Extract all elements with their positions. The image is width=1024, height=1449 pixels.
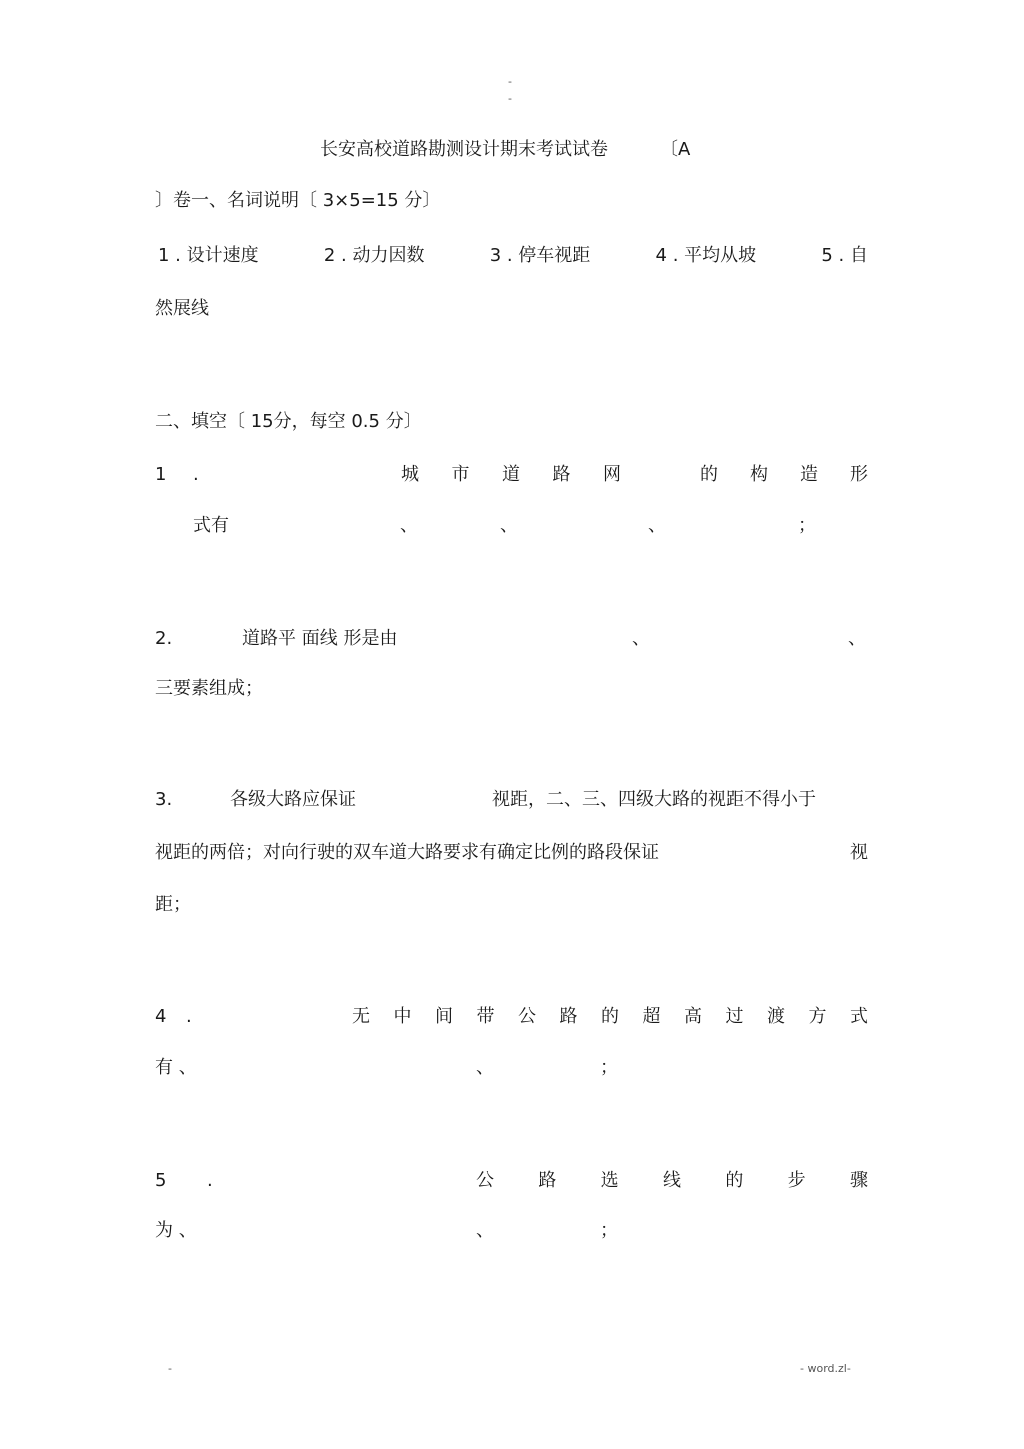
q4-char: 渡	[767, 1006, 785, 1027]
q2-number: 2.	[155, 628, 173, 649]
q1-text-a	[401, 464, 621, 486]
q4-char: 间	[435, 1006, 453, 1027]
term-3: 3 . 停车视距	[489, 245, 591, 266]
term-2: 2 . 动力因数	[323, 245, 425, 266]
q2-line2: 三要素组成；	[155, 678, 263, 699]
q4-sep: ；	[600, 1057, 618, 1078]
q4-char: 路	[559, 1006, 578, 1027]
footer-right-text: - word.zl-	[800, 1362, 851, 1375]
q4-sep: 、	[476, 1057, 494, 1078]
q1-number: 1	[155, 464, 167, 485]
page-title-suffix: 〔A	[660, 139, 691, 160]
q1-text-b	[700, 464, 868, 486]
q4-char: 带	[476, 1006, 495, 1027]
q1-char: 形	[850, 464, 868, 485]
term-1: 1 . 设计速度	[158, 245, 259, 266]
q4-number: 4	[155, 1006, 167, 1027]
q1-char: 路	[552, 464, 571, 485]
q5-sep: ；	[600, 1220, 618, 1241]
q2-text: 道路平 面线 形是由	[242, 628, 398, 649]
header-mark-2: -	[508, 92, 512, 105]
q5-text	[476, 1170, 868, 1192]
q1-char: 网	[603, 464, 621, 485]
q5-sep: 、	[476, 1220, 494, 1241]
terms-row	[158, 245, 868, 267]
q1-char: 造	[800, 464, 818, 485]
q1-char: 市	[451, 464, 470, 485]
q5-char: 选	[600, 1170, 619, 1191]
q5-char: 骤	[849, 1170, 868, 1191]
section2-heading: 二、填空〔 15分，每空 0.5 分〕	[155, 411, 422, 432]
q1-sep: 、	[400, 515, 418, 536]
q4-line2-lead: 有 、	[155, 1057, 197, 1078]
q4-char: 超	[642, 1006, 661, 1027]
q4-char: 公	[518, 1006, 536, 1027]
q1-char: 构	[750, 464, 768, 485]
q4-char: 式	[850, 1006, 868, 1027]
q2-sep: 、	[632, 628, 650, 649]
q4-char: 方	[808, 1006, 827, 1027]
q5-dot: .	[207, 1170, 213, 1191]
q4-char: 过	[725, 1006, 744, 1027]
q2-sep: 、	[848, 628, 866, 649]
q5-line2-lead: 为 、	[155, 1220, 197, 1241]
q4-char: 高	[684, 1006, 702, 1027]
q5-char: 步	[787, 1170, 806, 1191]
q1-sep: ；	[798, 515, 816, 536]
q4-char: 的	[601, 1006, 619, 1027]
q5-char: 路	[538, 1170, 557, 1191]
q3-number: 3.	[155, 789, 173, 810]
term-4: 4 . 平均从坡	[655, 245, 757, 266]
q3-line2: 视距的两倍；对向行驶的双车道大路要求有确定比例的路段保证	[155, 842, 659, 863]
q5-char: 公	[476, 1170, 494, 1191]
q4-char: 中	[393, 1006, 412, 1027]
q4-text	[352, 1006, 868, 1028]
term-5: 5 . 自	[821, 245, 868, 266]
q1-char: 道	[502, 464, 520, 485]
q5-char: 的	[725, 1170, 744, 1191]
q1-line2-lead: 式有	[193, 515, 229, 536]
q1-char: 的	[700, 464, 718, 485]
q4-char: 无	[352, 1006, 370, 1027]
page-title: 长安高校道路勘测设计期末考试试卷	[320, 139, 608, 160]
q1-sep: 、	[648, 515, 666, 536]
q1-sep: 、	[500, 515, 518, 536]
q1-char: 城	[401, 464, 419, 485]
q3-line2-end: 视	[850, 842, 868, 863]
q1-dot: .	[193, 464, 199, 485]
section1-heading: 〕卷一、名词说明〔 3×5=15 分〕	[155, 190, 441, 211]
header-mark-1: -	[508, 75, 512, 88]
terms-continuation: 然展线	[155, 298, 209, 319]
q5-char: 线	[662, 1170, 681, 1191]
q5-number: 5	[155, 1170, 167, 1191]
footer-left-mark: -	[168, 1362, 172, 1375]
q3-text-b: 视距，二、三、四级大路的视距不得小于	[492, 789, 816, 810]
q3-line3: 距；	[155, 894, 191, 915]
q4-dot: .	[186, 1006, 192, 1027]
q3-text-a: 各级大路应保证	[230, 789, 356, 810]
